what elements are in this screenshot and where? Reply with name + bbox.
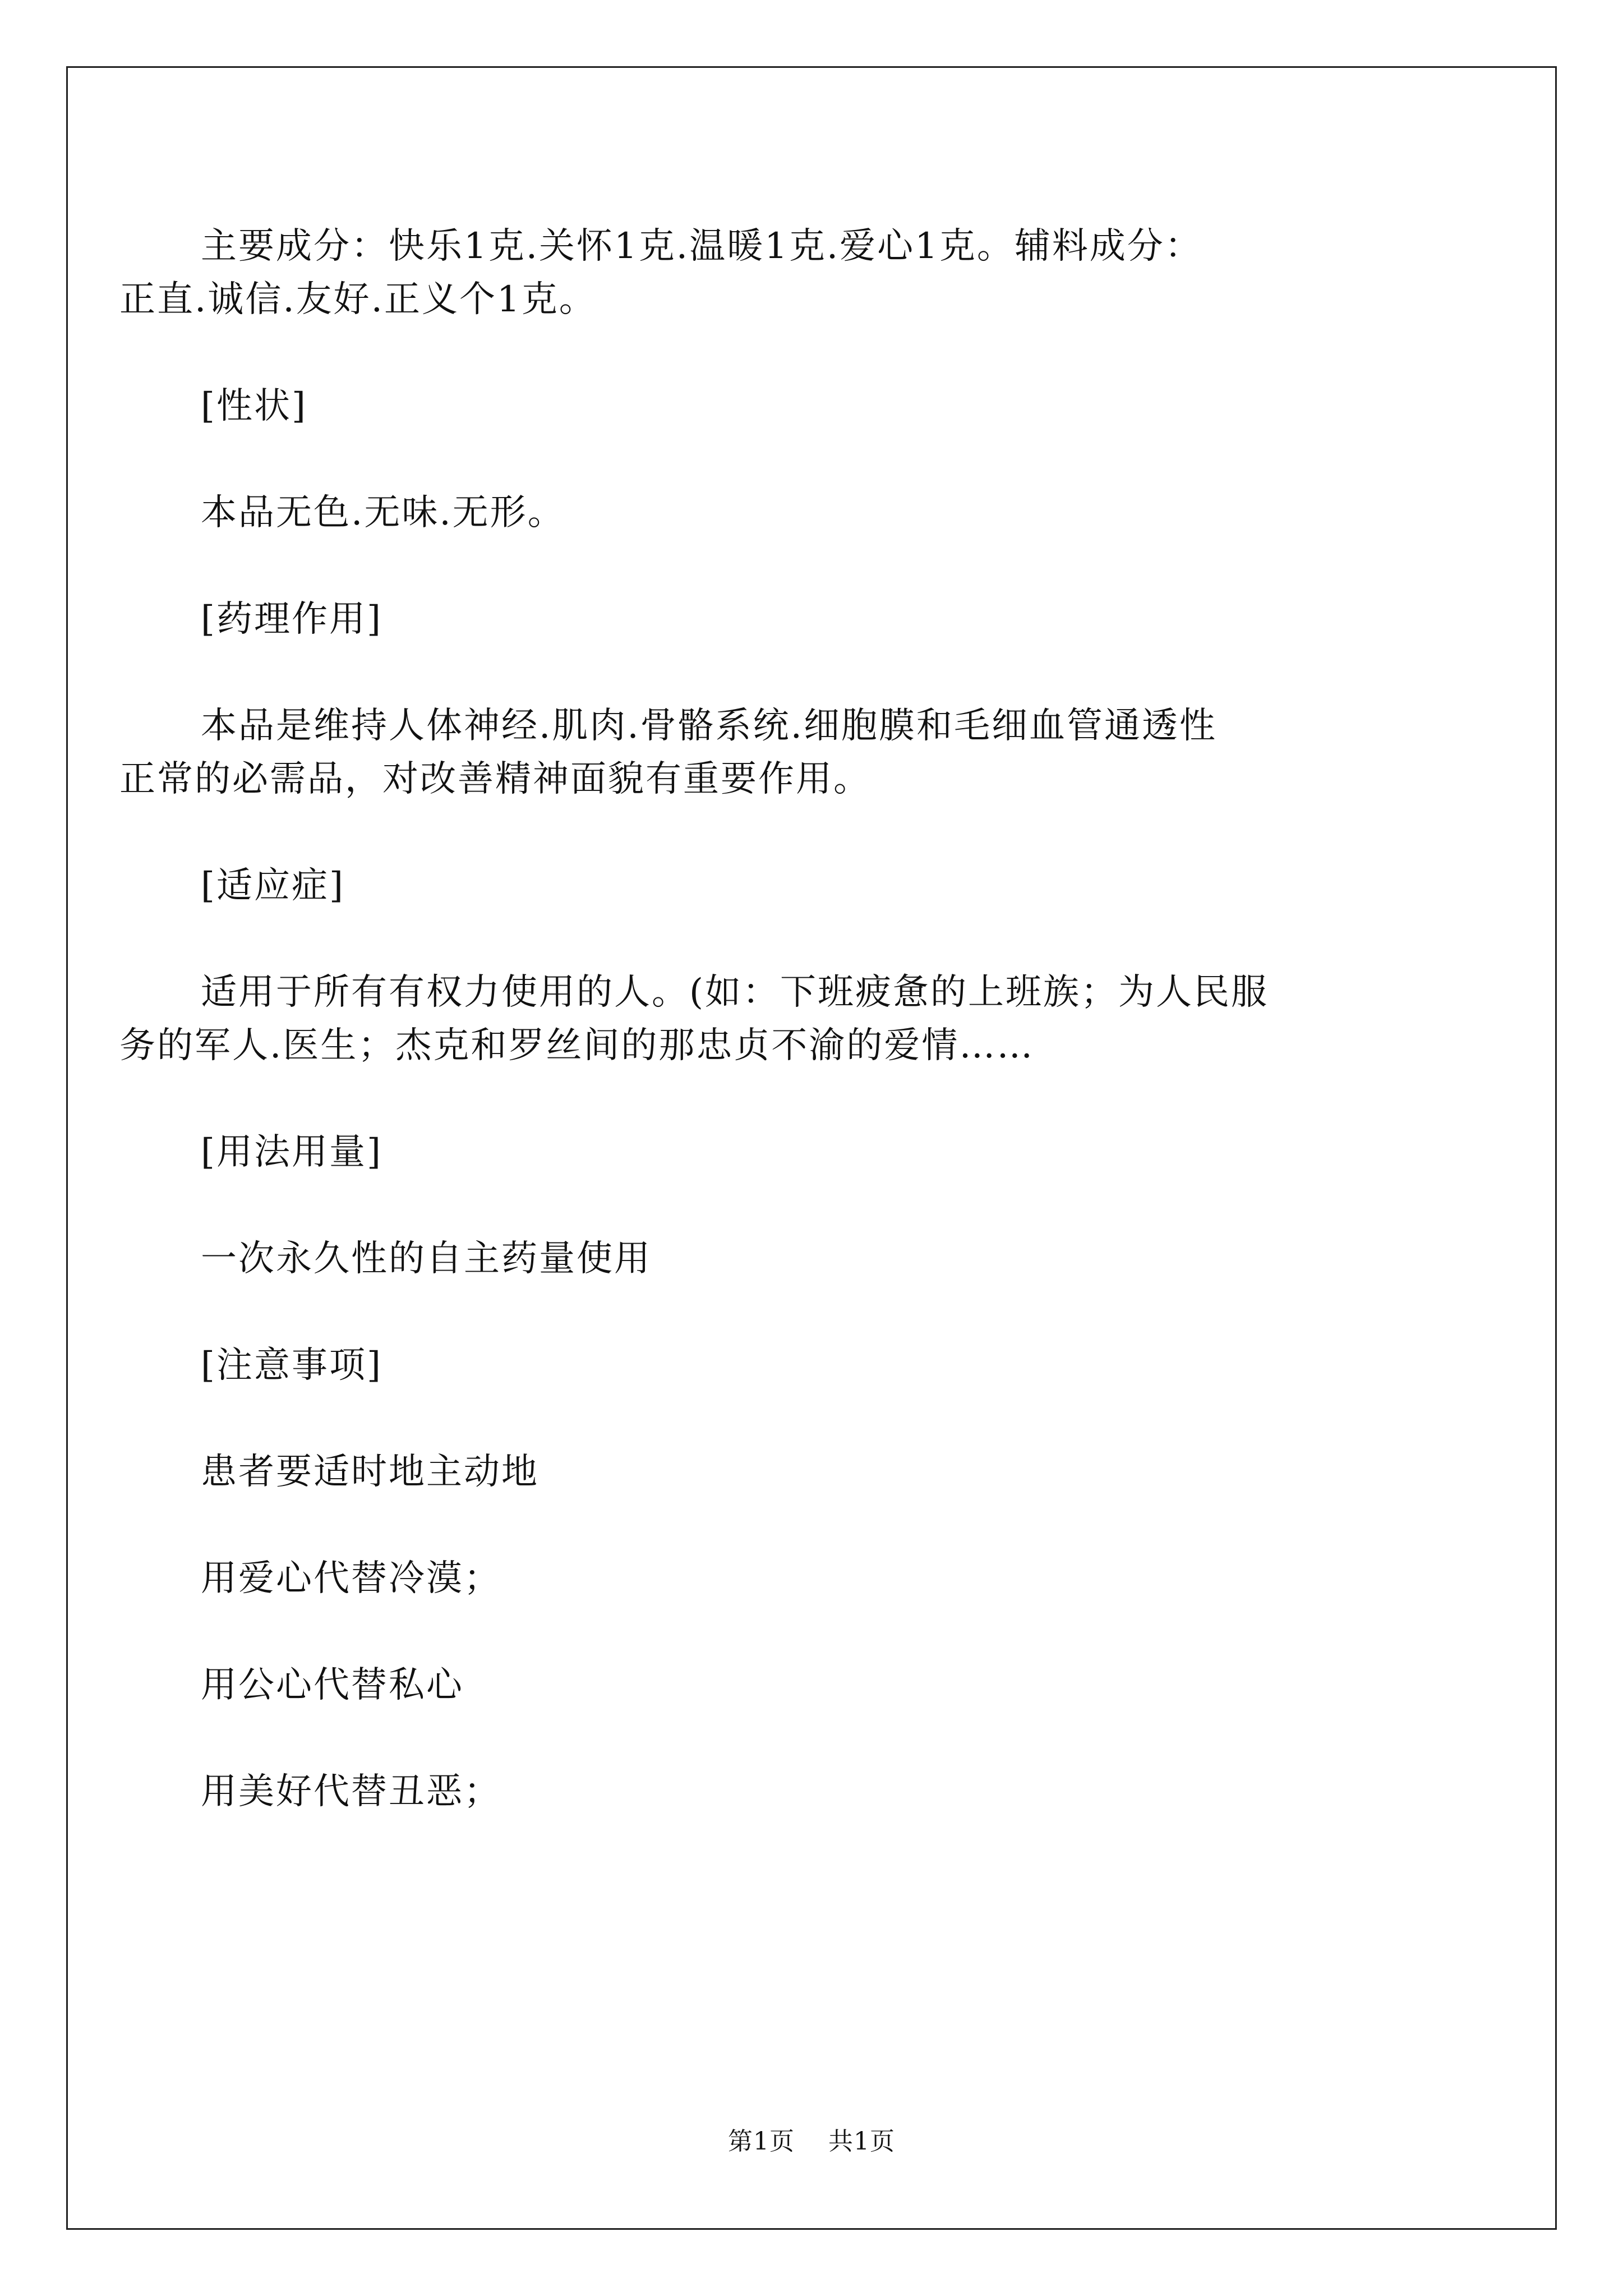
pharmacology-line-1: 本品是维持人体神经.肌肉.骨骼系统.细胞膜和毛细血管通透性: [201, 705, 1218, 747]
paragraph-properties: [201, 486, 1435, 540]
paragraph-precautions-4: [201, 1765, 1435, 1819]
heading-indications: [201, 859, 1435, 913]
pharmacology-line-2: 正常的必需品，对改善精神面貌有重要作用。: [119, 758, 871, 800]
heading-properties-text: [性状]: [201, 385, 307, 427]
heading-dosage-text: [用法用量]: [201, 1131, 382, 1173]
paragraph-pharmacology: [119, 700, 1435, 806]
indications-line-1: 适用于所有有权力使用的人。(如：下班疲惫的上班族；为人民服: [201, 972, 1269, 1013]
page-footer: [0, 2125, 1623, 2159]
precautions-line-2: 用爱心代替冷漠；: [201, 1558, 501, 1599]
page-number-current: 第1页: [728, 2127, 795, 2156]
heading-pharmacology: [201, 593, 1435, 646]
heading-pharmacology-text: [药理作用]: [201, 599, 382, 640]
heading-precautions: [201, 1339, 1435, 1392]
paragraph-precautions-3: [201, 1659, 1435, 1712]
heading-properties: [201, 380, 1435, 433]
ingredients-line-2: 正直.诚信.友好.正义个1克。: [119, 279, 597, 320]
ingredients-line-1: 主要成分：快乐1克.关怀1克.温暖1克.爱心1克。辅料成分：: [201, 226, 1202, 267]
paragraph-ingredients: [119, 220, 1435, 326]
precautions-line-1: 患者要适时地主动地: [201, 1451, 539, 1493]
heading-indications-text: [适应症]: [201, 865, 345, 907]
heading-precautions-text: [注意事项]: [201, 1345, 382, 1386]
indications-line-2: 务的军人.医生；杰克和罗丝间的那忠贞不渝的爱情……: [119, 1025, 1035, 1066]
page-number-total: 共1页: [828, 2127, 895, 2156]
document-body: [119, 220, 1435, 1819]
properties-line-1: 本品无色.无味.无形。: [201, 492, 565, 533]
precautions-line-4: 用美好代替丑恶；: [201, 1771, 501, 1812]
paragraph-indications: [119, 966, 1435, 1073]
heading-dosage: [201, 1126, 1435, 1179]
paragraph-precautions-2: [201, 1552, 1435, 1605]
paragraph-dosage: [201, 1232, 1435, 1286]
dosage-line-1: 一次永久性的自主药量使用: [201, 1238, 652, 1280]
paragraph-precautions-1: [201, 1446, 1435, 1499]
precautions-line-3: 用公心代替私心: [201, 1664, 464, 1706]
